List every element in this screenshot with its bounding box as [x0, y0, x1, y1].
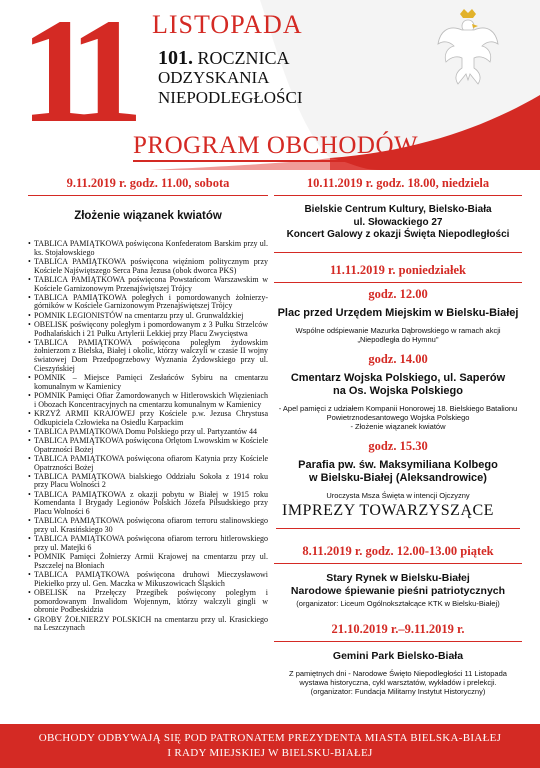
- left-date-underline: [28, 195, 268, 196]
- list-item: • POMNIK LEGIONISTÓW na cmentarzu przy ul. Grunwaldzkiej: [28, 312, 268, 321]
- anniversary-line-1: [158, 48, 290, 68]
- venue-2-line-1: Cmentarz Wojska Polskiego, ul. Saperów: [290, 371, 506, 384]
- list-item: • TABLICA PAMIĄTKOWA poświęcona ofiarom terroru hitlerowskiego przy ul. Matejki 6: [28, 535, 268, 552]
- side-event-2-line-3: (organizator: Fundacja Militarny Instytut Historyczny): [310, 687, 486, 696]
- list-item: • GROBY ŻOŁNIERZY POLSKICH na cmentarzu przy ul. Krasickiego na Leszczynach: [28, 616, 268, 633]
- list-item: • TABLICA PAMIĄTKOWA poświęcona poległym żydowskim żołnierzom z Bielska, Białej i okolic, którzy walczyli w czasie II wojny światowej Dom Przedpogrzebowy Wyznania Żydowskiego przy ul. Cieszyńskiej: [28, 339, 268, 374]
- side-event-2-underline: [274, 641, 522, 642]
- venue-1: Plac przed Urzędem Miejskim w Bielsku-Białej: [277, 306, 519, 319]
- side-event-1-title: Narodowe śpiewanie pieśni patriotycznych: [290, 585, 506, 597]
- concert-venue-1: Bielskie Centrum Kultury, Bielsko-Biała: [304, 204, 492, 215]
- list-item: • TABLICA PAMIĄTKOWA poświęcona Konfederatom Barskim przy ul. ks. Stojałowskiego: [28, 240, 268, 257]
- list-item: • TABLICA PAMIĄTKOWA poświęcona Powstańcom Warszawskim w Kościele Garnizonowym Przenajświętszej Trójcy: [28, 276, 268, 293]
- time-3: godz. 15.30: [368, 438, 428, 453]
- list-item: • OBELISK poświęcony poległym i pomordowanym z 3 Pułku Strzelców Podhalańskich i 21 Pułku Artylerii Lekkiej przy Placu Zwycięstwa: [28, 321, 268, 338]
- side-event-2-venue: Gemini Park Bielsko-Biała: [332, 650, 464, 662]
- list-item: • TABLICA PAMIĄTKOWA poświęcona Orlętom Lwowskim w Kościele Opatrzności Bożej: [28, 437, 268, 454]
- eagle-emblem-icon: [436, 8, 500, 88]
- list-item: • OBELISK na Przełęczy Przegibek poświęcony poległym i pomordowanym Inwalidom Wojennym, którzy walczyli gingli w obronie Podbeskidzia: [28, 589, 268, 615]
- left-heading: Złożenie wiązanek kwiatów: [74, 210, 222, 222]
- anniversary-number: 101.: [158, 47, 193, 69]
- monuments-list: [28, 240, 268, 633]
- side-events: [274, 544, 522, 696]
- concert-venue-2: ul. Słowackiego 27: [353, 216, 443, 228]
- concert-description: Koncert Galowy z okazji Święta Niepodległości: [286, 229, 510, 240]
- anniversary-word: ROCZNICA: [197, 48, 290, 68]
- program-title: PROGRAM OBCHODÓW: [133, 132, 419, 159]
- list-item: • TABLICA PAMIĄTKOWA poświęcona więźniom politycznym przy Kościele Najświętszego Serca Pana Jezusa (obok dworca PKS): [28, 258, 268, 275]
- big-number: 11: [20, 0, 126, 154]
- holiday-date-underline: [274, 282, 522, 283]
- side-event-1-date: 8.11.2019 r. godz. 12.00-13.00 piątek: [302, 544, 494, 558]
- list-item: • TABLICA PAMIĄTKOWA poświęcona druhowi Mieczysławowi Piekiełko przy ul. Gen. Maczka w Mikuszowicach Śląskich: [28, 571, 268, 588]
- event-2-line-3: - Złożenie wiązanek kwiatów: [350, 421, 446, 431]
- separator: [274, 252, 522, 253]
- list-item: • TABLICA PAMIĄTKOWA poświęcona ofiarom Katynia przy Kościele Opatrzności Bożej: [28, 455, 268, 472]
- list-item: • POMNIK Pamięci Ofiar Zamordowanych w Hitlerowskich Więzieniach i Obozach Koncentracyjnych na cmentarzu komunalnym w Kamienicy: [28, 392, 268, 409]
- program-underline: [133, 160, 513, 162]
- header: [0, 0, 540, 170]
- side-event-2-date: 21.10.2019 r.–9.11.2019 r.: [331, 622, 465, 636]
- list-item: • POMNIK – Miejsce Pamięci Zesłańców Sybiru na cmentarzu komunalnym w Kamienicy: [28, 374, 268, 391]
- side-event-2-line-1: Z pamiętnych dni - Narodowe Święto Niepodległości 11 Listopada: [289, 669, 507, 678]
- list-item: • TABLICA PAMIĄTKOWA z okazji pobytu w Białej w 1915 roku Komendanta I Brygady Legionów Polskich Józefa Piłsudskiego przy Placu Wolności 6: [28, 491, 268, 517]
- venue-3-line-2: w Bielsku-Białej (Aleksandrowice): [309, 471, 487, 484]
- anniversary-line-2: ODZYSKANIA: [158, 68, 270, 87]
- concert-date: 10.11.2019 r. godz. 18.00, niedziela: [306, 176, 490, 190]
- right-column: [274, 176, 522, 500]
- list-item: • TABLICA PAMIĄTKOWA poległych i pomordowanych żołnierzy-górników w Kościele Garnizonowym Przenajświętszej Trójcy: [28, 294, 268, 311]
- footer-line-2: I RADY MIEJSKIEJ W BIELSKU-BIAŁEJ: [167, 747, 373, 759]
- anniversary-line-3: NIEPODLEGŁOŚCI: [158, 88, 303, 107]
- list-item: • TABLICA PAMIĄTKOWA bialskiego Oddziału Sokoła z 1914 roku przy Placu Wolności 2: [28, 473, 268, 490]
- event-3: Uroczysta Msza Święta w intencji Ojczyzny: [326, 490, 470, 500]
- event-1-line-2: „Niepodległa do Hymnu": [357, 334, 439, 344]
- venue-3-line-1: Parafia pw. św. Maksymiliana Kolbego: [298, 458, 498, 471]
- time-2: godz. 14.00: [368, 351, 428, 366]
- footer-banner: [0, 724, 540, 768]
- list-item: • TABLICA PAMIĄTKOWA Domu Polskiego przy ul. Partyzantów 44: [28, 428, 268, 437]
- side-event-2-line-2: wystawa historyczna, cykl warsztatów, wykładów i prelekcji.: [299, 678, 497, 687]
- left-date: 9.11.2019 r. godz. 11.00, sobota: [66, 176, 230, 190]
- month-title: LISTOPADA: [152, 10, 303, 39]
- event-2-line-1: - Apel pamięci z udziałem Kompanii Honorowej 18. Bielskiego Batalionu: [278, 403, 518, 413]
- time-1: godz. 12.00: [368, 286, 428, 301]
- holiday-date: 11.11.2019 r. poniedziałek: [329, 262, 467, 277]
- left-column: [28, 176, 268, 633]
- event-1-line-1: Wspólne odśpiewanie Mazurka Dąbrowskiego w ramach akcji: [295, 325, 501, 335]
- venue-2-line-2: na Os. Wojska Polskiego: [332, 384, 463, 397]
- event-2-line-2: Powietrznodesantowego Wojska Polskiego: [326, 412, 470, 422]
- footer-line-1: OBCHODY ODBYWAJĄ SIĘ POD PATRONATEM PREZYDENTA MIASTA BIELSKA-BIAŁEJ: [38, 732, 502, 744]
- side-events-title: IMPREZY TOWARZYSZĄCE: [282, 502, 494, 519]
- side-event-1-underline: [274, 563, 522, 564]
- list-item: • TABLICA PAMIĄTKOWA poświęcona ofiarom terroru stalinowskiego przy ul. Krasińskiego 30: [28, 517, 268, 534]
- concert-date-underline: [274, 195, 522, 196]
- side-event-1-venue: Stary Rynek w Bielsku-Białej: [326, 572, 470, 584]
- side-event-1-organizer: (organizator: Liceum Ogólnokształcące KTK w Bielsku-Białej): [296, 599, 500, 608]
- list-item: • POMNIK Pamięci Żołnierzy Armii Krajowej na cmentarzu przy ul. Pszczelej na Błoniach: [28, 553, 268, 570]
- side-events-underline: [276, 528, 520, 529]
- list-item: • KRZYŻ ARMII KRAJOWEJ przy Kościele p.w. Jezusa Chrystusa Odkupiciela Człowieka na Osiedlu Karpackim: [28, 410, 268, 427]
